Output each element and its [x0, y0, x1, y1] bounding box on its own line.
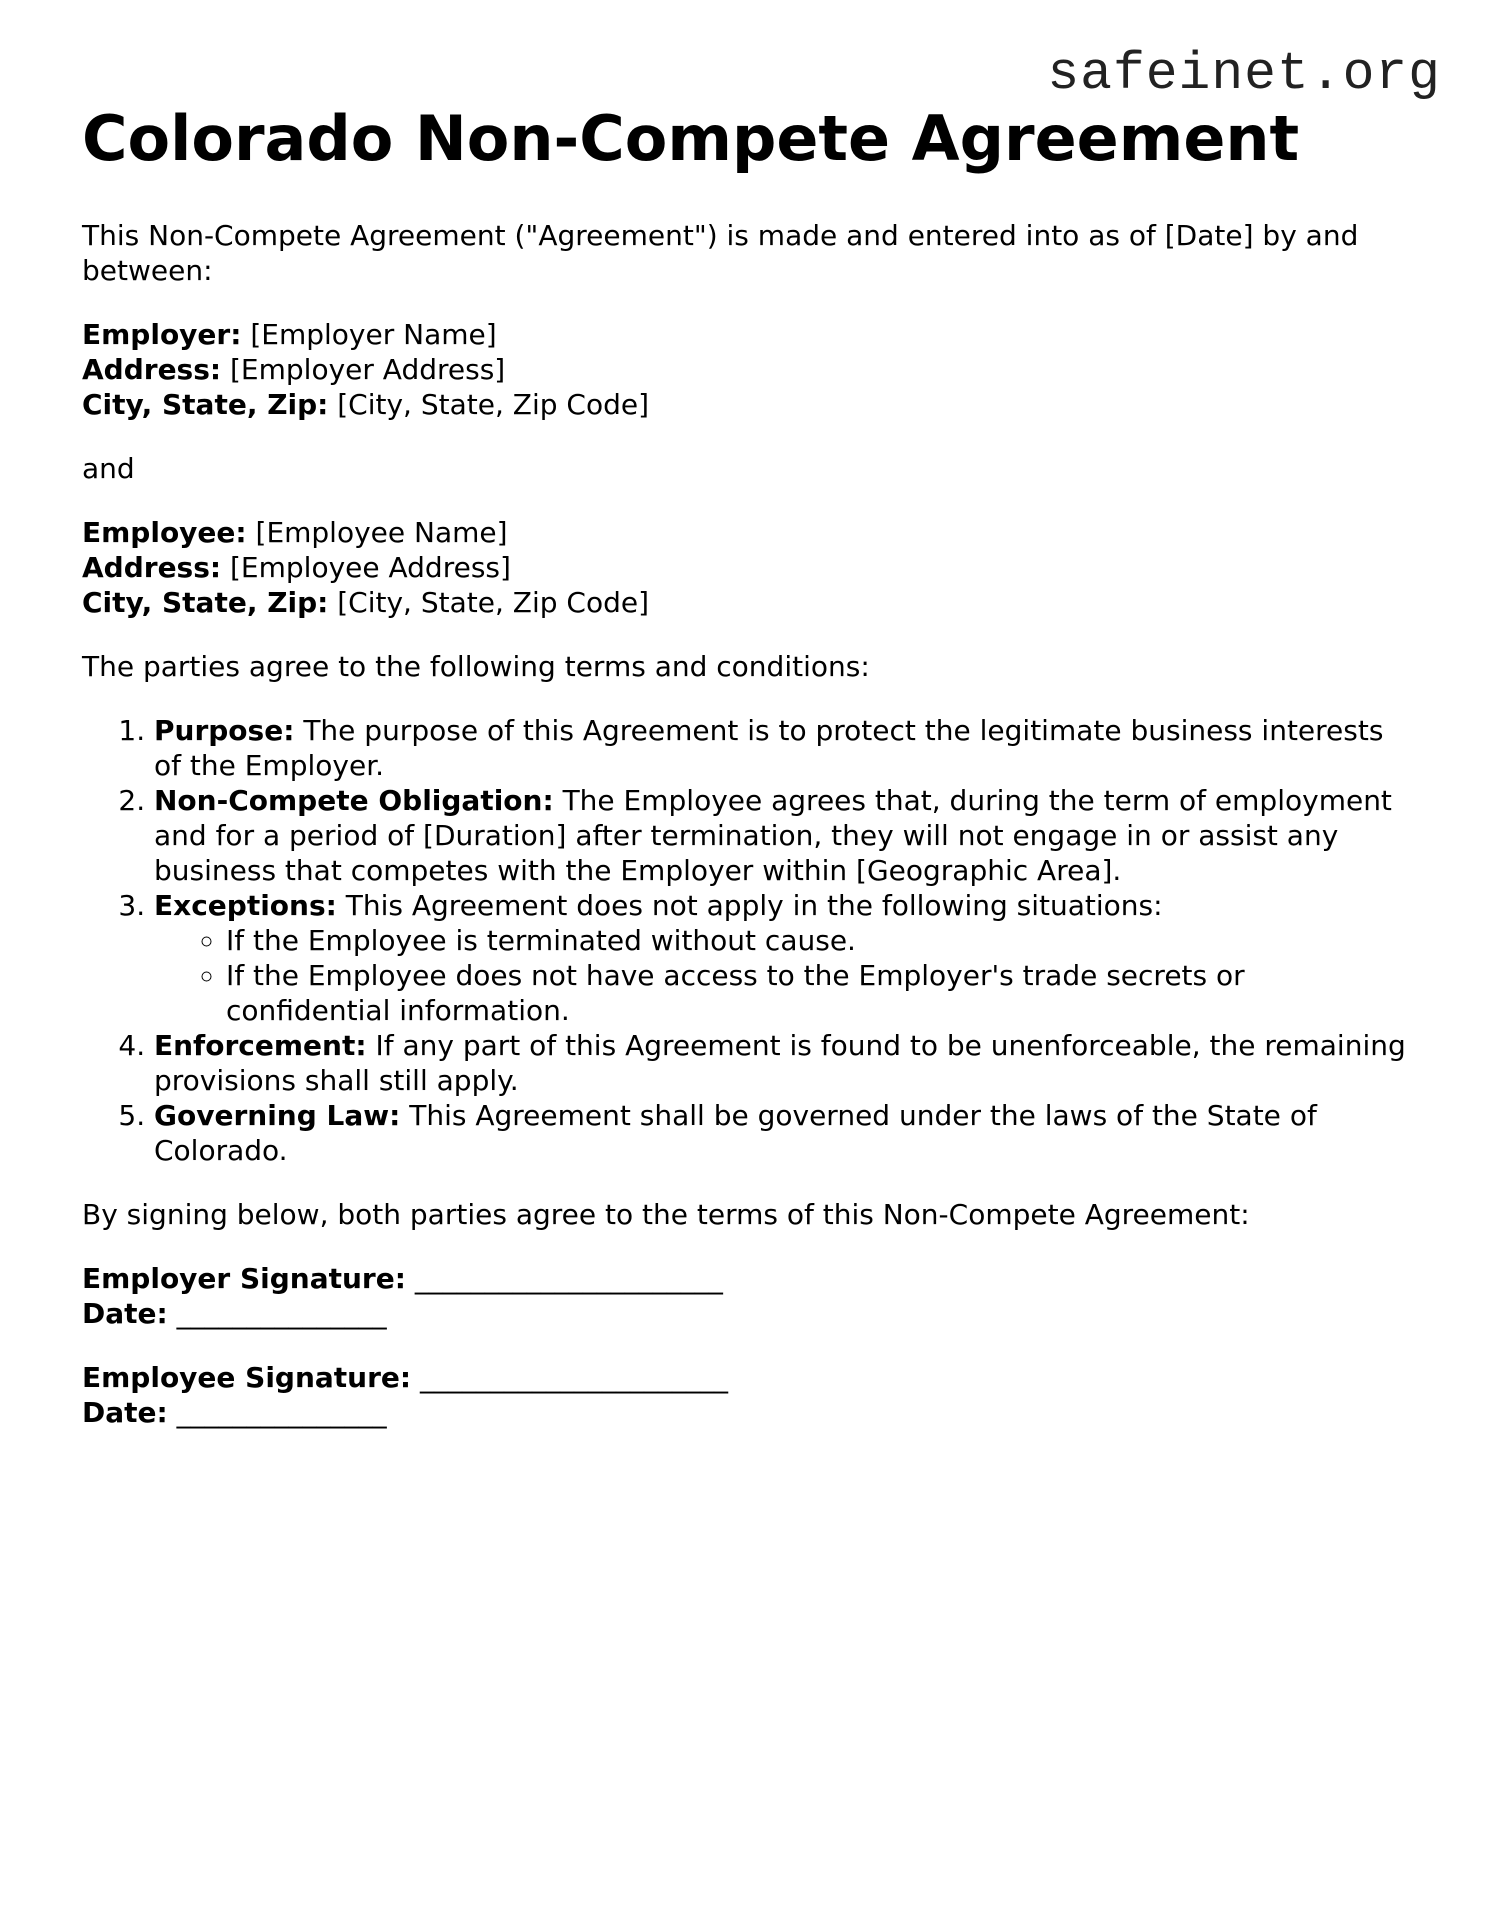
term-item-enforcement [154, 1028, 1412, 1098]
employer-name-value: [Employer Name] [250, 318, 497, 351]
employee-address-label: Address: [82, 551, 222, 584]
employee-city-value: [City, State, Zip Code] [337, 586, 650, 619]
employee-date-line [82, 1395, 1412, 1430]
exceptions-list [154, 923, 1412, 1028]
employee-city-label: City, State, Zip: [82, 586, 329, 619]
term-text: The Employee agrees that, during the term of employment and for a period of [Duration] after termination, they will not engage in or assist any business that competes with the Employer within [Geographic Area]. [154, 784, 1392, 887]
employee-name-label: Employee: [82, 516, 247, 549]
employee-address-value: [Employee Address] [230, 551, 511, 584]
employee-name-value: [Employee Name] [255, 516, 508, 549]
employer-name-line [82, 317, 1412, 352]
employer-block [82, 317, 1412, 422]
employee-address-line [82, 550, 1412, 585]
employee-signature-blank[interactable]: ______________________ [420, 1361, 729, 1394]
term-item-governing-law [154, 1098, 1412, 1168]
employee-signature-block [82, 1360, 1412, 1430]
employer-address-value: [Employer Address] [230, 353, 506, 386]
employee-name-line [82, 515, 1412, 550]
employer-date-line [82, 1296, 1412, 1331]
employer-signature-label: Employer Signature: [82, 1262, 406, 1295]
employer-date-label: Date: [82, 1297, 168, 1330]
employee-date-label: Date: [82, 1396, 168, 1429]
document-body [82, 100, 1412, 1459]
employer-address-line [82, 352, 1412, 387]
employer-signature-line [82, 1261, 1412, 1296]
employee-date-blank[interactable]: _______________ [176, 1396, 387, 1429]
employer-signature-block [82, 1261, 1412, 1331]
term-text: This Agreement does not apply in the following situations: [345, 889, 1163, 922]
term-item-exceptions [154, 888, 1412, 1028]
conjunction-text: and [82, 452, 135, 485]
employer-address-label: Address: [82, 353, 222, 386]
employer-city-value: [City, State, Zip Code] [337, 388, 650, 421]
exception-item: ◦ If the Employee is terminated without cause. [226, 923, 1412, 958]
term-text: If any part of this Agreement is found to be unenforceable, the remaining provisions shall still apply. [154, 1029, 1406, 1097]
employee-city-line [82, 585, 1412, 620]
term-item-purpose [154, 713, 1412, 783]
term-text: This Agreement shall be governed under the laws of the State of Colorado. [154, 1099, 1317, 1167]
term-label: Non-Compete Obligation: [154, 784, 554, 817]
employer-name-label: Employer: [82, 318, 242, 351]
employer-date-blank[interactable]: _______________ [176, 1297, 387, 1330]
terms-list [82, 713, 1412, 1168]
term-text: The purpose of this Agreement is to protect the legitimate business interests of the Employer. [154, 714, 1384, 782]
closing-statement: By signing below, both parties agree to the terms of this Non-Compete Agreement: [82, 1198, 1250, 1231]
exception-item: ◦ If the Employee does not have access to the Employer's trade secrets or confidential information. [226, 958, 1412, 1028]
term-item-non-compete [154, 783, 1412, 888]
employee-signature-label: Employee Signature: [82, 1361, 412, 1394]
document-title: Colorado Non-Compete Agreement [82, 102, 1300, 175]
watermark: safeinet.org [1047, 44, 1441, 104]
employee-block [82, 515, 1412, 620]
employer-signature-blank[interactable]: ______________________ [414, 1262, 723, 1295]
term-label: Enforcement: [154, 1029, 367, 1062]
term-label: Purpose: [154, 714, 295, 747]
term-label: Exceptions: [154, 889, 337, 922]
employer-city-label: City, State, Zip: [82, 388, 329, 421]
intro-paragraph: This Non-Compete Agreement ("Agreement") is made and entered into as of [Date] by and between: [82, 219, 1359, 287]
employee-signature-line [82, 1360, 1412, 1395]
term-label: Governing Law: [154, 1099, 401, 1132]
terms-intro: The parties agree to the following terms and conditions: [82, 650, 870, 683]
employer-city-line [82, 387, 1412, 422]
